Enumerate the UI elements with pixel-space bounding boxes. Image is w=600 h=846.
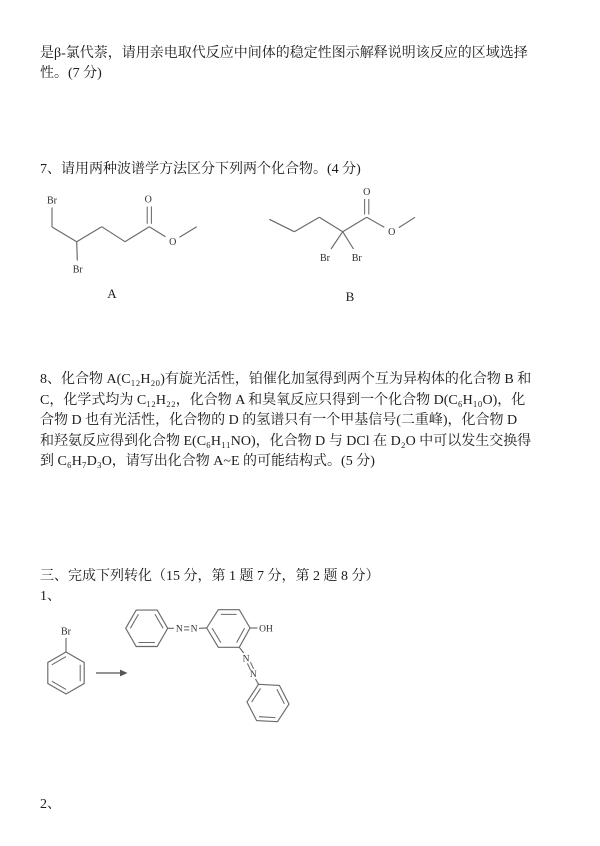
atom-n4: N bbox=[249, 670, 257, 680]
atom-br-top: Br bbox=[47, 195, 57, 207]
q6-line-1: 是β-氯代萘，请用亲电取代反应中间体的稳定性图示解释说明该反应的区域选择 bbox=[40, 46, 528, 61]
atom-ester-o: O bbox=[169, 237, 177, 248]
atom-n3: N bbox=[242, 654, 250, 665]
atom-br-left: Br bbox=[320, 252, 330, 264]
section-3-item-2-label: 2、 bbox=[40, 797, 61, 812]
atom-oh: OH bbox=[259, 624, 273, 635]
q8-line-5: 到 C₆H₇D₃O，请写出化合物 A~E 的可能结构式。(5 分) bbox=[40, 454, 375, 469]
section-3-heading: 三、完成下列转化（15 分，第 1 题 7 分，第 2 题 8 分） bbox=[40, 569, 380, 584]
q8-line-4: 和羟氨反应得到化合物 E(C₆H₁₁NO)，化合物 D 与 DCl 在 D₂O 中可以发生交换得 bbox=[40, 433, 532, 449]
section-3-item-1-label: 1、 bbox=[40, 589, 61, 604]
product-structure bbox=[126, 610, 289, 722]
atom-n1: N bbox=[175, 624, 183, 635]
compound-a-label: A bbox=[107, 286, 117, 301]
atom-n2: N bbox=[190, 624, 198, 635]
reaction-scheme bbox=[35, 600, 325, 765]
compound-b-label: B bbox=[345, 289, 355, 304]
question-7-text: 7、请用两种波谱学方法区分下列两个化合物。(4 分) bbox=[40, 162, 361, 177]
structure-compound-b bbox=[258, 183, 428, 308]
question-8 bbox=[40, 370, 531, 473]
q8-line-2: C，化学式均为 C₁₂H₂₂，化合物 A 和臭氧反应只得到一个化合物 D(C₆H₁₀O)，化 bbox=[40, 392, 526, 408]
atom-ester-o: O bbox=[388, 227, 396, 238]
structure-compound-a bbox=[38, 188, 213, 308]
atom-carbonyl-o: O bbox=[363, 187, 371, 198]
q8-line-3: 合物 D 也有光活性，化合物的 D 的氢谱只有一个甲基信号(二重峰)，化合物 D bbox=[40, 413, 518, 428]
q6-line-2: 性。(7 分) bbox=[40, 66, 102, 81]
q8-line-1: 8、化合物 A(C₁₂H₂₀)有旋光活性，铂催化加氢得到两个互为异构体的化合物 B 和 bbox=[40, 372, 532, 387]
atom-br-right: Br bbox=[351, 252, 362, 264]
atom-br: Br bbox=[61, 626, 71, 638]
atom-carbonyl-o: O bbox=[144, 194, 152, 206]
bromobenzene-structure bbox=[48, 627, 84, 695]
question-6-continuation bbox=[40, 44, 528, 84]
reaction-arrow-icon bbox=[96, 670, 128, 677]
atom-br-bottom: Br bbox=[72, 264, 83, 276]
